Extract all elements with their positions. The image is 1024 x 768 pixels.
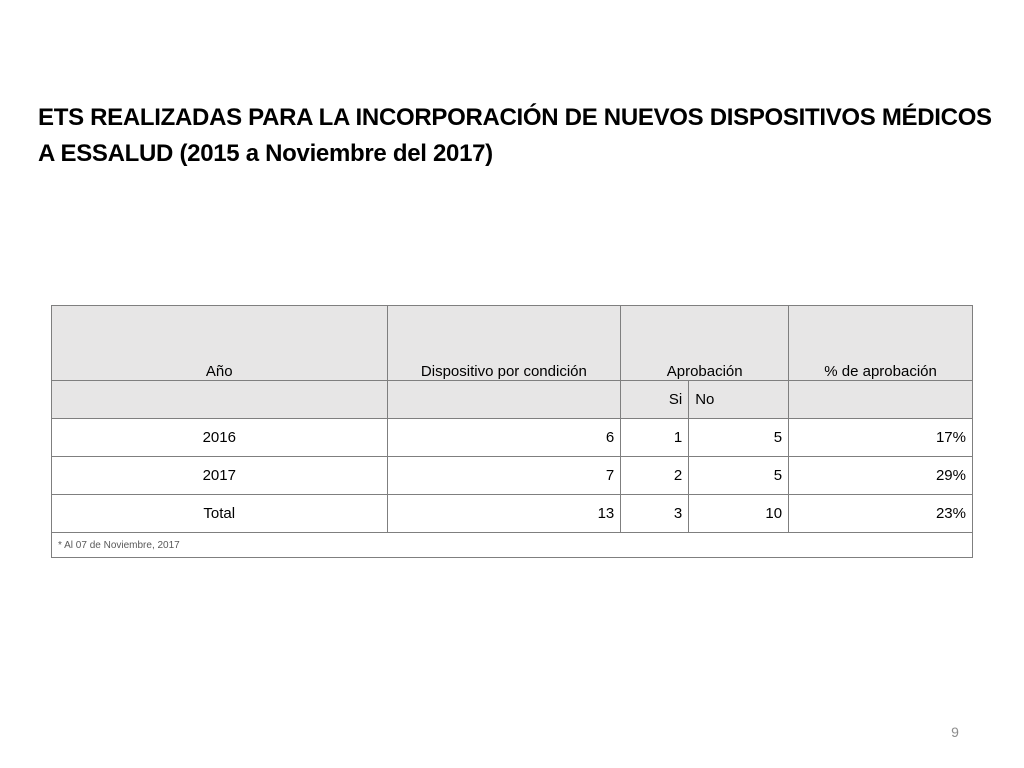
subheader-si: Si [621,381,689,419]
table-total-row [52,495,973,533]
header-approval: Aprobación [621,306,789,381]
cell-no: 5 [689,457,789,495]
header-year: Año [52,306,388,381]
cell-no: 5 [689,419,789,457]
approval-table [51,305,973,558]
slide-title [38,100,998,172]
total-devices: 13 [387,495,621,533]
subheader-empty-devices [387,381,621,419]
cell-year: 2017 [52,457,388,495]
total-pct: 23% [789,495,973,533]
table-subheader-row [52,381,973,419]
total-no: 10 [689,495,789,533]
cell-year: 2016 [52,419,388,457]
total-label: Total [52,495,388,533]
header-approval-pct: % de aprobación [789,306,973,381]
table-footnote: * Al 07 de Noviembre, 2017 [52,533,973,558]
table-note-row [52,533,973,558]
cell-devices: 6 [387,419,621,457]
subheader-no: No [689,381,789,419]
page-number: 9 [951,724,959,740]
slide-title-line-1: ETS REALIZADAS PARA LA INCORPORACIÓN DE NUEVOS DISPOSITIVOS MÉDICOS [38,104,992,131]
cell-devices: 7 [387,457,621,495]
table-row [52,419,973,457]
subheader-empty-year [52,381,388,419]
cell-pct: 29% [789,457,973,495]
cell-si: 2 [621,457,689,495]
table-row [52,457,973,495]
cell-si: 1 [621,419,689,457]
table-header-row [52,306,973,381]
slide-title-line-2: A ESSALUD (2015 a Noviembre del 2017) [38,140,493,167]
subheader-empty-pct [789,381,973,419]
header-devices: Dispositivo por condición [387,306,621,381]
total-si: 3 [621,495,689,533]
cell-pct: 17% [789,419,973,457]
